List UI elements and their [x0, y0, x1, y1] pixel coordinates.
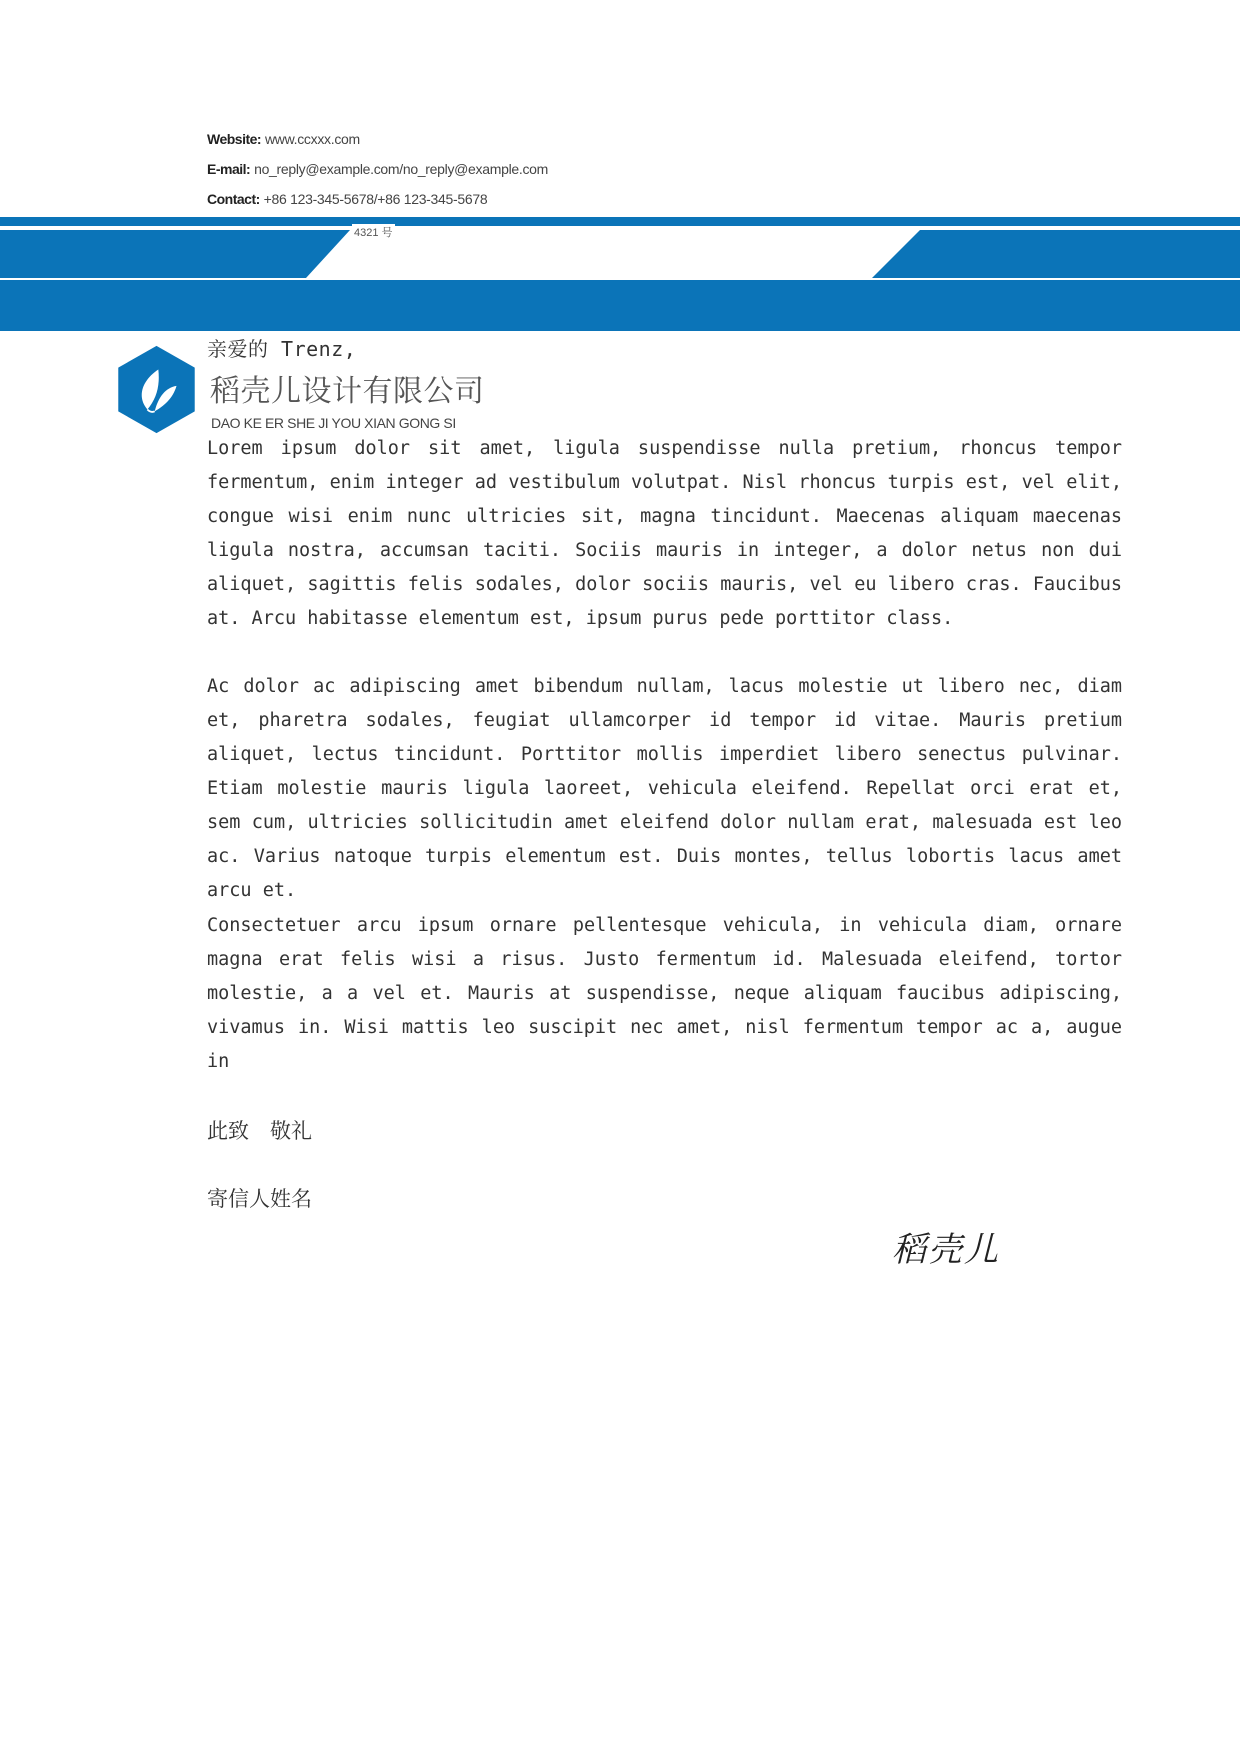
letter-closing: 此致 敬礼 — [207, 1119, 312, 1143]
phone-value: +86 123-345-5678/+86 123-345-5678 — [263, 191, 488, 207]
header-band-top — [0, 217, 1240, 226]
company-name-en: DAO KE ER SHE JI YOU XIAN GONG SI — [211, 415, 456, 431]
letter-paragraph-3: Consectetuer arcu ipsum ornare pellentesque vehicula, in vehicula diam, ornare magna erat felis wisi a risus. Justo fermentum id. Malesuada eleifend, tortor molestie, a a vel et. Mauris at suspendisse, neque aliquam faucibus adipiscing, vivamus in. Wisi mattis leo suscipit nec amet, nisl fermentum tempor ac a, augue in — [207, 915, 1122, 1072]
signature: 稻壳儿 — [892, 1230, 1000, 1270]
header-band-left-shape — [0, 230, 350, 278]
header-band-right-shape — [872, 230, 1240, 278]
letter-greeting: 亲爱的 Trenz, — [207, 337, 357, 361]
website-line — [207, 131, 360, 147]
leaf-hexagon-logo-icon — [111, 344, 202, 435]
company-name-cn: 稻壳儿设计有限公司 — [210, 375, 485, 408]
header-band-bottom — [0, 282, 1240, 331]
email-value[interactable]: no_reply@example.com/no_reply@example.com — [254, 161, 549, 177]
sender-name-label: 寄信人姓名 — [207, 1187, 312, 1211]
header-band-shapes — [0, 226, 1240, 280]
email-label: E-mail: — [207, 161, 251, 177]
letter-paragraph-1: Lorem ipsum dolor sit amet, ligula suspendisse nulla pretium, rhoncus tempor fermentum, enim integer ad vestibulum volutpat. Nisl rhoncus turpis est, vel elit, congue wisi enim nunc ultricies sit, magna tincidunt. Maecenas aliquam maecenas ligula nostra, accumsan taciti. Sociis mauris in integer, a dolor netus non dui aliquet, sagittis felis sodales, dolor sociis mauris, vel eu libero cras. Faucibus at. Arcu habitasse elementum est, ipsum purus pede porttitor class. — [207, 438, 1122, 629]
website-value[interactable]: www.ccxxx.com — [264, 131, 360, 147]
website-label: Website: — [207, 131, 262, 147]
header-stray-text: 4321 号 — [352, 224, 395, 240]
phone-line — [207, 191, 487, 207]
email-line — [207, 161, 548, 177]
letter-paragraph-2: Ac dolor ac adipiscing amet bibendum nullam, lacus molestie ut libero nec, diam et, pharetra sodales, feugiat ullamcorper id tempor id vitae. Mauris pretium aliquet, lectus tincidunt. Porttitor mollis imperdiet libero senectus pulvinar. Etiam molestie mauris ligula laoreet, vehicula eleifend. Repellat orci erat et, sem cum, ultricies sollicitudin amet eleifend dolor nullam erat, malesuada est leo ac. Varius natoque turpis elementum est. Duis montes, tellus lobortis lacus amet arcu et. — [207, 676, 1122, 901]
phone-label: Contact: — [207, 191, 260, 207]
